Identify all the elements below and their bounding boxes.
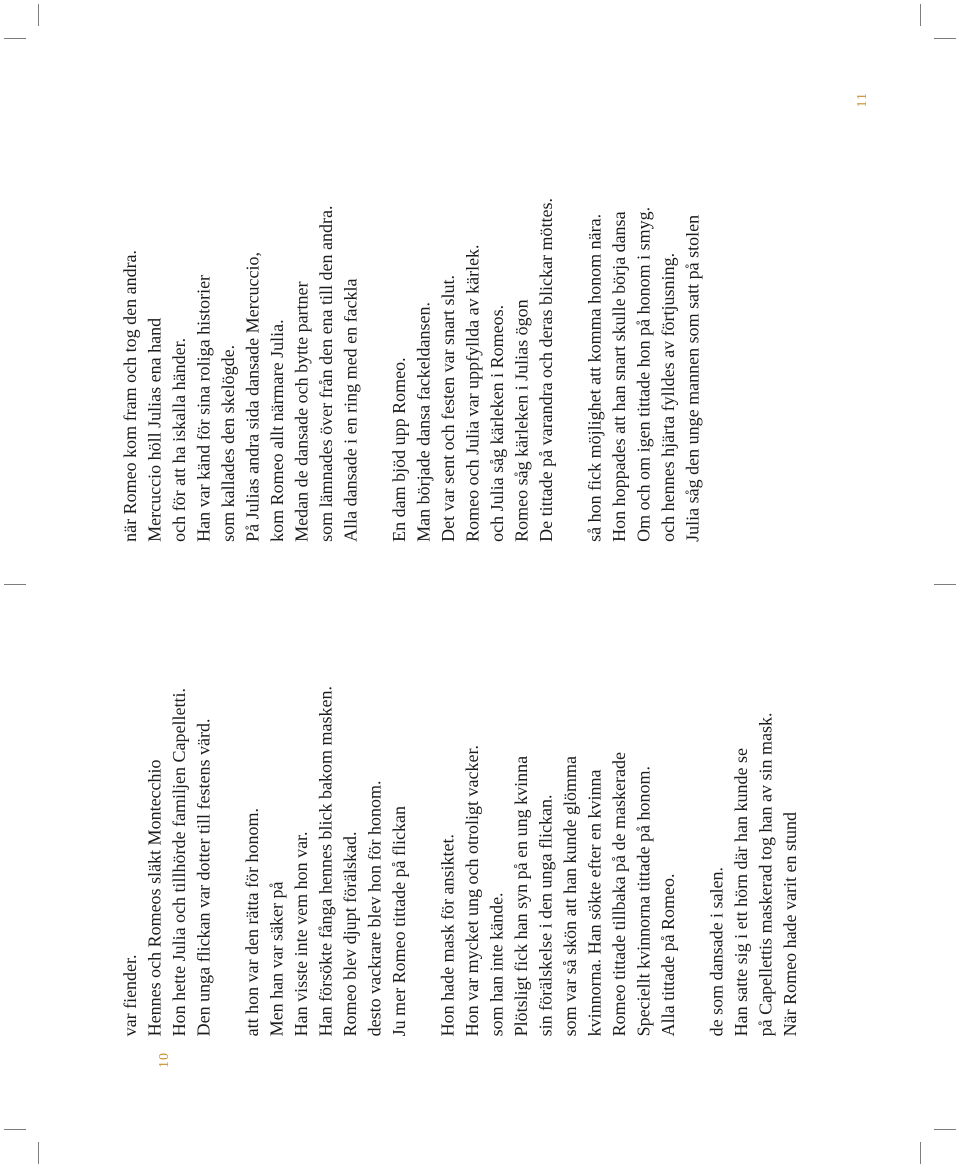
text-line: På Julias andra sida dansade Mercuccio,: [242, 252, 263, 542]
text-line: Alla tittade på Romeo.: [658, 873, 678, 1036]
text-line: Plötsligt fick han syn på en ung kvinna: [511, 755, 531, 1036]
crop-mark-top-right: [934, 38, 956, 39]
crop-mark-top-left: [4, 38, 26, 39]
text-line: som han inte kände.: [486, 892, 507, 1036]
text-line: och Julia såg kärleken i Romeos.: [487, 305, 507, 542]
text-line: Romeo såg kärleken i Julias ögon: [511, 299, 532, 542]
crop-mark-top-left: [38, 4, 39, 26]
fold-mark-right: [934, 584, 956, 585]
text-line: Julia såg den unge mannen som satt på stolen: [682, 215, 703, 542]
text-line: De tittade på varandra och deras blickar möttes.: [536, 198, 556, 542]
text-line: sin förälskelse i den unga flickan.: [535, 794, 556, 1036]
text-line: att hon var den rätta för honom.: [242, 807, 262, 1036]
text-line: Man började dansa fackeldansen.: [413, 302, 434, 542]
text-line: Hennes och Romeos släkt Montecchio: [144, 759, 165, 1036]
text-line: Men han var säker på: [266, 881, 287, 1036]
text-line: så hon fick möjlighet att komma honom nära.: [584, 214, 605, 542]
crop-mark-bottom-left: [38, 1142, 39, 1164]
text-line: när Romeo kom fram och tog den andra.: [120, 250, 140, 542]
crop-mark-top-right: [920, 4, 921, 26]
text-line: Ju mer Romeo tittade på flickan: [389, 805, 409, 1036]
page-number-right: 11: [855, 92, 870, 108]
fold-mark-left: [4, 584, 26, 585]
text-line: desto vackrare blev hon för honom.: [364, 780, 385, 1036]
text-line: Hon var mycket ung och otroligt vacker.: [462, 744, 482, 1036]
page-number-left: 10: [157, 1052, 172, 1068]
left-page-text: [118, 686, 803, 1036]
text-line: En dam bjöd upp Romeo.: [389, 357, 409, 542]
text-line: Han försökte fånga hennes blick bakom masken.: [315, 685, 336, 1036]
right-page-text: [118, 198, 705, 542]
text-line: var fiender.: [120, 954, 140, 1036]
text-line: Han visste inte vem hon var.: [291, 831, 311, 1036]
text-line: på Capellettis maskerad tog han av sin mask.: [755, 712, 776, 1036]
text-line: Det var sent och festen var snart slut.: [438, 275, 458, 542]
stanza-gap: [363, 198, 387, 542]
text-line: När Romeo hade varit en stund: [780, 811, 800, 1036]
stanza-gap: [559, 198, 583, 542]
text-line: som lämnades över från den ena till den andra.: [316, 205, 336, 542]
text-line: Hon hoppades att han snart skulle börja dansa: [609, 211, 629, 542]
crop-mark-bottom-left: [4, 1129, 26, 1130]
stanza-gap: [412, 686, 436, 1036]
text-line: Romeo blev djupt förälskad.: [340, 831, 360, 1036]
text-line: kvinnorna. Han sökte efter en kvinna: [584, 769, 605, 1036]
text-line: Medan de dansade och bytte partner: [291, 281, 312, 542]
text-line: Hon hade mask för ansiktet.: [437, 833, 458, 1036]
text-line: Romeo tittade tillbaka på de maskerade: [609, 751, 629, 1036]
text-line: Speciellt kvinnorna tittade på honom.: [633, 765, 654, 1036]
text-line: Mercuccio höll Julias ena hand: [144, 318, 165, 542]
text-line: Den unga flickan var dotter till festens värd.: [193, 718, 214, 1036]
text-line: och för att ha iskalla händer.: [169, 338, 189, 542]
stanza-gap: [681, 686, 705, 1036]
crop-mark-bottom-right: [934, 1129, 956, 1130]
text-line: Romeo och Julia var uppfyllda av kärlek.: [462, 244, 483, 542]
text-line: och hennes hjärta fylldes av förtjusning.: [658, 253, 678, 542]
text-line: Hon hette Julia och tillhörde familjen Capelletti.: [169, 687, 189, 1036]
text-line: som var så skön att han kunde glömma: [560, 755, 580, 1036]
text-line: Han satte sig i ett hörn där han kunde se: [731, 747, 751, 1036]
text-line: Om och om igen tittade hon på honom i smyg.: [633, 207, 654, 542]
text-line: Han var känd för sina roliga historier: [193, 275, 214, 542]
crop-mark-bottom-right: [920, 1142, 921, 1164]
text-line: som kallades den skelögde.: [218, 345, 238, 542]
text-line: de som dansade i salen.: [706, 866, 727, 1036]
text-line: kom Romeo allt närmare Julia.: [267, 319, 287, 542]
text-line: Alla dansade i en ring med en fackla: [340, 278, 361, 542]
stanza-gap: [216, 686, 240, 1036]
